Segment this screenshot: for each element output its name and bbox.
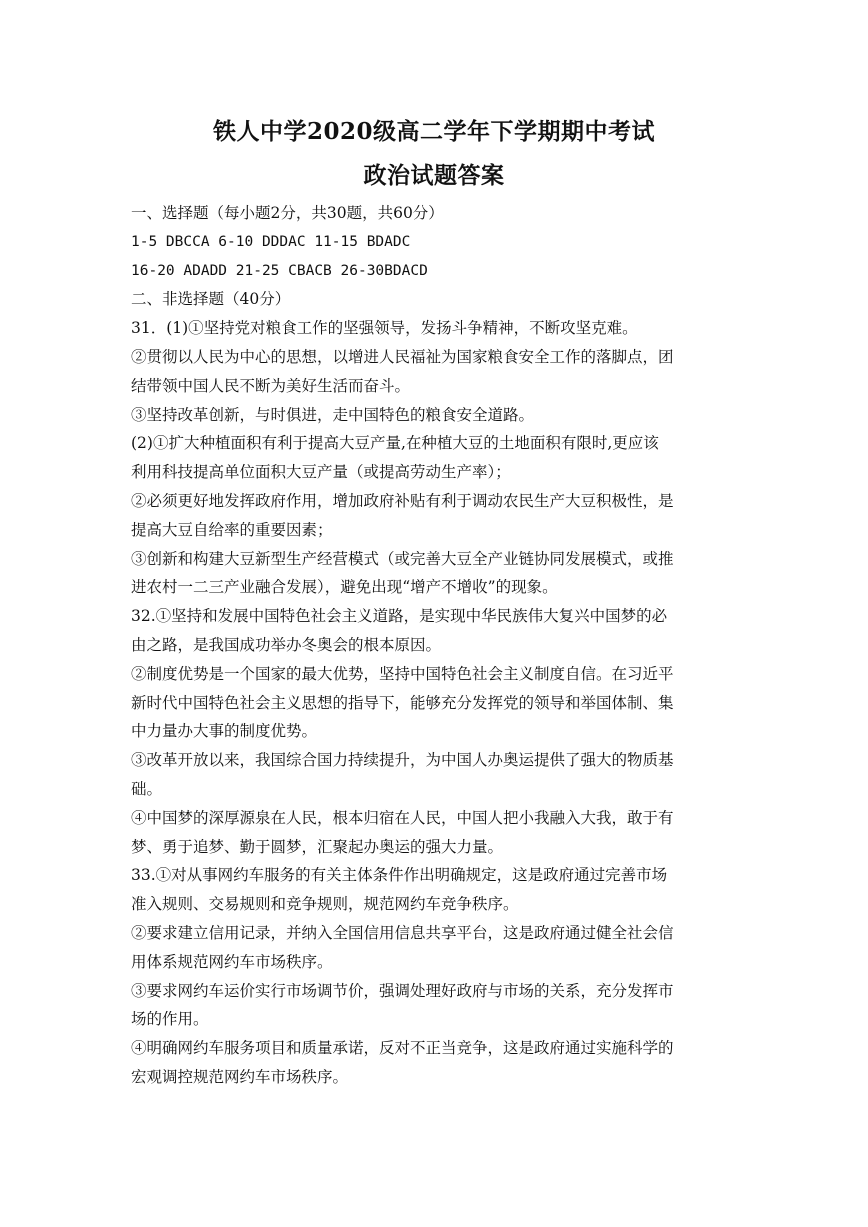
section-heading: 一、选择题（每小题2分，共30题，共60分） <box>131 204 444 222</box>
answer-line: ③创新和构建大豆新型生产经营模式（或完善大豆全产业链协同发展模式，或推 <box>131 549 674 568</box>
answer-key-row: 1-5 DBCCA 6-10 DDDAC 11-15 BDADC <box>131 233 411 250</box>
answer-line: ②要求建立信用记录，并纳入全国信用信息共享平台，这是政府通过健全社会信 <box>131 923 674 942</box>
page-subtitle: 政治试题答案 <box>363 162 505 189</box>
answer-line: 准入规则、交易规则和竞争规则，规范网约车竞争秩序。 <box>131 895 519 914</box>
answer-line: (2)①扩大种植面积有利于提高大豆产量,在种植大豆的土地面积有限时,更应该 <box>131 434 659 453</box>
answer-line: 中力量办大事的制度优势。 <box>131 722 318 741</box>
answer-line: 由之路，是我国成功举办冬奥会的根本原因。 <box>131 635 442 654</box>
answer-content <box>131 199 746 1092</box>
answer-line: ②必须更好地发挥政府作用，增加政府补贴有利于调动农民生产大豆积极性，是 <box>131 491 674 510</box>
answer-line: ③要求网约车运价实行市场调节价，强调处理好政府与市场的关系，充分发挥市 <box>131 981 674 1000</box>
answer-line: 31．(1)①坚持党对粮食工作的坚强领导，发扬斗争精神，不断攻坚克难。 <box>131 319 638 338</box>
answer-line: 新时代中国特色社会主义思想的指导下，能够充分发挥党的领导和举国体制、集 <box>131 693 674 712</box>
section-heading: 二、非选择题（40分） <box>131 290 291 309</box>
page-title: 铁人中学2020级高二学年下学期期中考试 <box>212 118 655 145</box>
answer-line: 用体系规范网约车市场秩序。 <box>131 952 333 971</box>
answer-line: 场的作用。 <box>131 1010 209 1029</box>
answer-line: 32.①坚持和发展中国特色社会主义道路，是实现中华民族伟大复兴中国梦的必 <box>131 607 668 626</box>
answer-line: 利用科技提高单位面积大豆产量（或提高劳动生产率）； <box>131 463 511 482</box>
answer-line: ③改革开放以来，我国综合国力持续提升，为中国人办奥运提供了强大的物质基 <box>131 751 674 770</box>
answer-line: 33.①对从事网约车服务的有关主体条件作出明确规定，这是政府通过完善市场 <box>131 866 668 885</box>
answer-key-row: 16-20 ADADD 21-25 CBACB 26-30BDACD <box>131 262 428 279</box>
answer-line: 础。 <box>131 779 163 798</box>
answer-line: 结带领中国人民不断为美好生活而奋斗。 <box>131 376 411 395</box>
answer-line: 宏观调控规范网约车市场秩序。 <box>131 1067 349 1086</box>
answer-line: ②制度优势是一个国家的最大优势，坚持中国特色社会主义制度自信。在习近平 <box>131 664 674 683</box>
answer-line: ④中国梦的深厚源泉在人民，根本归宿在人民，中国人把小我融入大我，敢于有 <box>131 808 674 827</box>
answer-line: ③坚持改革创新，与时俱进，走中国特色的粮食安全道路。 <box>131 405 535 424</box>
answer-line: ④明确网约车服务项目和质量承诺，反对不正当竞争，这是政府通过实施科学的 <box>131 1039 674 1058</box>
answer-line: 进农村一二三产业融合发展），避免出现“增产不增收”的现象。 <box>131 578 558 597</box>
answer-line: ②贯彻以人民为中心的思想，以增进人民福祉为国家粮食安全工作的落脚点，团 <box>131 347 674 366</box>
answer-line: 梦、勇于追梦、勤于圆梦，汇聚起办奥运的强大力量。 <box>131 837 504 856</box>
answer-line: 提高大豆自给率的重要因素； <box>131 520 333 539</box>
